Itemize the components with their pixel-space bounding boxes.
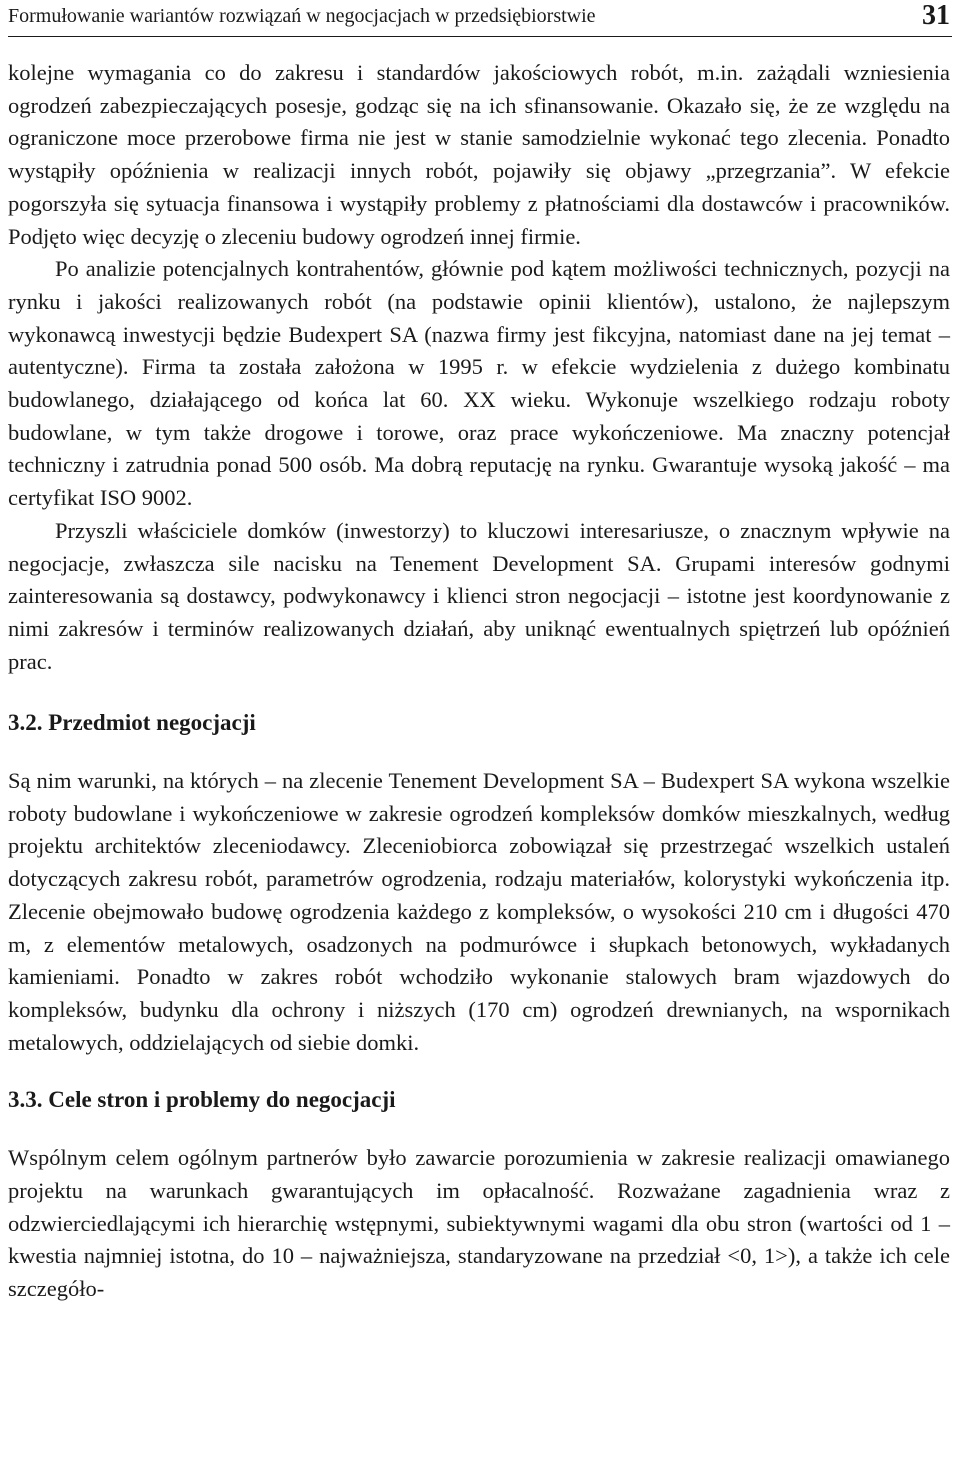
running-header bbox=[8, 0, 952, 37]
paragraph-stakeholders: Przyszli właściciele domków (inwestorzy) to kluczowi interesariusze, o znacznym wpływie na negocjacje, zwłaszcza sile nacisku na Tenement Development SA. Grupami interesów godnymi zainteresowania są dostawcy, podwykonawcy i klienci stron negocjacji – istotne jest koordynowanie z nimi zakresów i terminów realizowanych działań, aby uniknąć ewentualnych spiętrzeń lub opóźnień prac. bbox=[8, 517, 950, 674]
page-number: 31 bbox=[922, 0, 950, 31]
paragraph-subject: Są nim warunki, na których – na zlecenie Tenement Development SA – Budexpert SA wykona wszelkie roboty budowlane i wykończeniowe w zakresie ogrodzeń kompleksów domków mieszkalnych, według projektu architektów zleceniodawcy. Zleceniobiorca zobowiązał się przestrzegać wszelkich ustaleń dotyczących zakresu robót, parametrów ogrodzenia, rodzaju materiałów, kolorystyki wykończenia itp. Zlecenie obejmowało budowę ogrodzenia każdego z kompleksów, o wysokości 210 cm i długości 470 m, z elementów metalowych, osadzonych na podmurówce i słupkach betonowych, wykładanych kamieniami. Ponadto w zakres robót wchodziło wykonanie stalowych bram wjazdowych do kompleksów, budynku dla ochrony i niższych (170 cm) ogrodzeń drewnianych, na wspornikach metalowych, oddzielających od siebie domki. bbox=[8, 768, 950, 1055]
paragraph-goals: Wspólnym celem ogólnym partnerów było zawarcie porozumienia w zakresie realizacji omawianego projektu na warunkach gwarantujących im opłacalność. Rozważane zagadnienia wraz z odzwierciedlającymi ich hierarchię wstępnymi, subiektywnymi wagami dla obu stron (wartości od 1 – kwestia najmniej istotna, do 10 – najważniejsza, standaryzowane na przedział <0, 1>), a także ich cele szczegóło- bbox=[8, 1145, 950, 1301]
body-text bbox=[8, 57, 950, 1306]
section-heading-goals: 3.3. Cele stron i problemy do negocjacji bbox=[8, 1087, 396, 1113]
paragraph-continued: kolejne wymagania co do zakresu i standardów jakościowych robót, m.in. zażądali wzniesienia ogrodzeń zabezpieczających posesje, godząc się na ich sfinansowanie. Okazało się, że ze względu na ograniczone moce przerobowe firma nie jest w stanie samodzielnie wykonać tego zlecenia. Ponadto wystąpiły opóźnienia w realizacji innych robót, pojawiły się objawy „przegrzania”. W efekcie pogorszyła się sytuacja finansowa i wystąpiły problemy z płatnościami dla dostawców i pracowników. Podjęto więc decyzję o zleceniu budowy ogrodzeń innej firmie. bbox=[8, 60, 950, 249]
section-heading-subject: 3.2. Przedmiot negocjacji bbox=[8, 710, 256, 736]
running-header-title: Formułowanie wariantów rozwiązań w negocjacjach w przedsiębiorstwie bbox=[8, 5, 596, 27]
paragraph-contractor-analysis: Po analizie potencjalnych kontrahentów, głównie pod kątem możliwości technicznych, pozycji na rynku i jakości realizowanych robót (na podstawie opinii klientów), ustalono, że najlepszym wykonawcą inwestycji będzie Budexpert SA (nazwa firmy jest fikcyjna, natomiast dane na jej temat – autentyczne). Firma ta została założona w 1995 r. w efekcie wydzielenia z dużego kombinatu budowlanego, działającego od końca lat 60. XX wieku. Wykonuje wszelkiego rodzaju roboty budowlane, w tym także drogowe i torowe, oraz prace wykończeniowe. Ma znaczny potencjał techniczny i zatrudnia ponad 500 osób. Ma dobrą reputację na rynku. Gwarantuje wysoką jakość – ma certyfikat ISO 9002. bbox=[8, 256, 950, 511]
